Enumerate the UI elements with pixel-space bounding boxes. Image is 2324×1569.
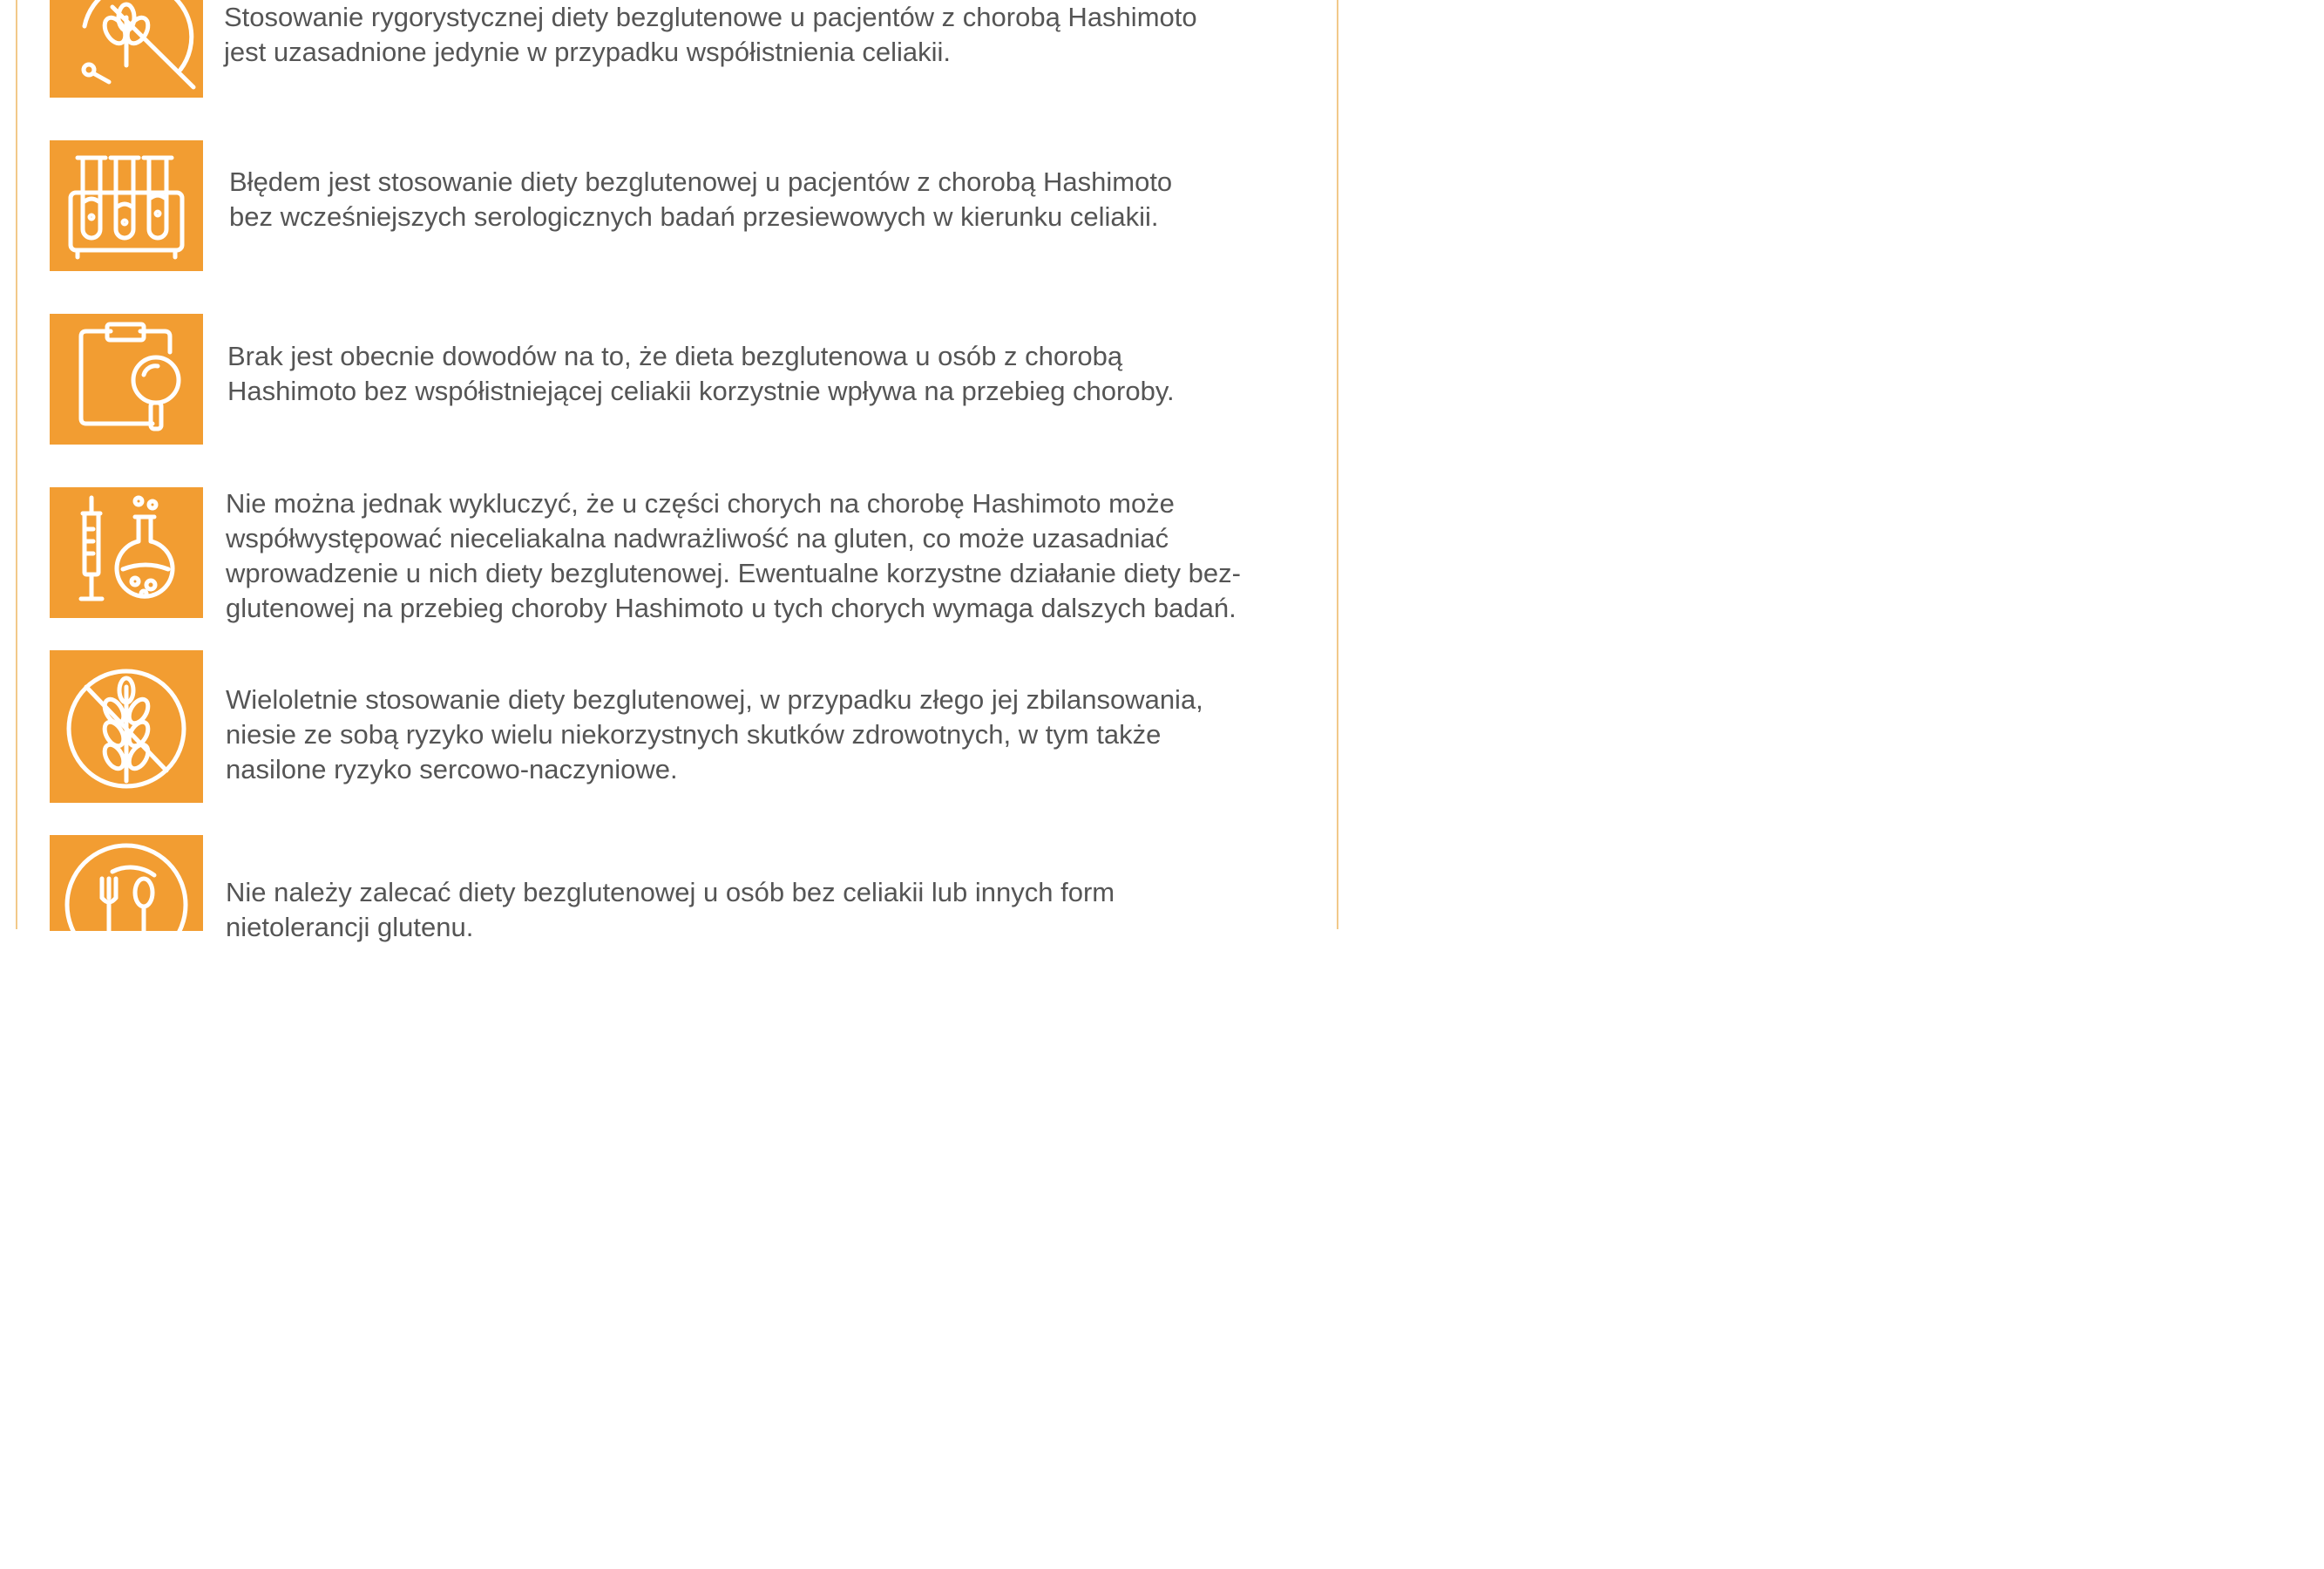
no-wheat-icon — [50, 650, 203, 803]
item-6-text: Nie należy zalecać diety bezglutenowej u osób bez celiakii lub innych form nietolerancji glutenu. — [226, 877, 1115, 942]
item-2-text: Błędem jest stosowanie diety bezglutenowej u pacjentów z chorobą Hashimoto bez wcześniejszych serologicznych badań przesiewowych w kierunku celiakii. — [229, 166, 1173, 232]
item-3-text: Brak jest obecnie dowodów na to, że dieta bezglutenowa u osób z chorobą Hashimoto bez współistniejącej celiakii korzystnie wpływa na przebieg choroby. — [227, 341, 1175, 406]
test-tubes-icon — [50, 140, 203, 271]
item-4-text: Nie można jednak wykluczyć, że u części chorych na chorobę Hashimoto może współwystępować nieceliakalna nadwrażliwość na gluten, co może uzasadniać wprowadzenie u nich diety bezglutenowej. Ewentualne korzystne działanie diety bez- glutenowej na przebieg choroby Hashimoto u tych chorych wymaga dalszych badań. — [226, 488, 1241, 623]
item-6-icon-box — [50, 835, 203, 931]
page-frame — [16, 0, 1338, 929]
item-5-text: Wieloletnie stosowanie diety bezglutenowej, w przypadku złego jej zbilansowania, niesie ze sobą ryzyko wielu niekorzystnych skutków zdrowotnych, w tym także nasilone ryzyko sercowo-naczyniowe. — [226, 684, 1203, 784]
item-2-icon-box — [50, 140, 203, 271]
item-1-text: Stosowanie rygorystycznej diety bezglutenowe u pacjentów z chorobą Hashimoto jest uzasadnione jedynie w przypadku współistnienia celiakii. — [224, 2, 1197, 67]
item-5-icon-box — [50, 650, 203, 803]
syringe-flask-icon — [50, 487, 203, 618]
gluten-free-wheat-icon — [50, 0, 203, 98]
item-3-icon-box — [50, 314, 203, 445]
plate-cutlery-icon — [50, 835, 203, 931]
item-1-icon-box — [50, 0, 203, 98]
item-4-icon-box — [50, 487, 203, 618]
clipboard-magnifier-icon — [50, 314, 203, 445]
